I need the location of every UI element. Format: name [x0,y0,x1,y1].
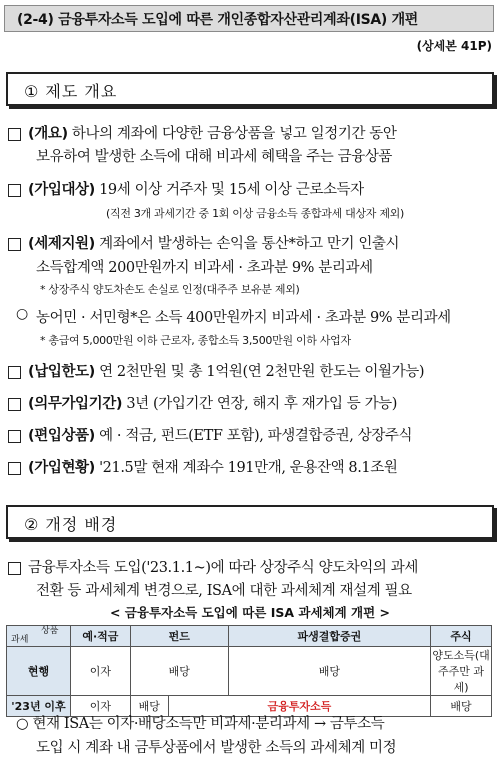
bullet-icon: ○ [16,306,29,322]
table-cell: 이자 [70,647,130,696]
item-mandatory-period: (의무가입기간) 3년 (가입기간 연장, 해지 후 재가입 등 가능) [28,396,398,412]
checkbox-icon [8,462,21,475]
section-2-title: ② 개정 배경 [24,515,118,534]
checkbox-icon [8,238,21,251]
item-overview: (개요) 하나의 계좌에 다양한 금융상품을 넣고 일정기간 동안 [28,126,397,142]
item-tax-support: (세제지원) 계좌에서 발생하는 손익을 통산*하고 만기 인출시 [28,236,400,252]
row-label-current: 현행 [7,647,71,696]
checkbox-icon [8,398,21,411]
tax-system-table [6,625,492,717]
item-background: 금융투자소득 도입('23.1.1~)에 따라 상장주식 양도차익의 과세 [28,560,418,576]
checkbox-icon [8,562,21,575]
item-products: (편입상품) 예 · 적금, 펀드(ETF 포함), 파생결합증권, 상장주식 [28,428,413,444]
bottom-note-line2: 도입 시 계좌 내 금투상품에서 발생한 소득의 과세체계 미정 [36,740,397,756]
header-derivatives: 파생결합증권 [228,626,431,647]
table-cell: 배당 [228,647,431,696]
title-bar [4,5,494,32]
item-eligibility: (가입대상) 19세 이상 거주자 및 15세 이상 근로소득자 [28,182,364,198]
table-cell: 이자 [70,696,130,717]
financial-investment-income-cell: 금융투자소득 [168,696,430,717]
item-status: (가입현황) '21.5말 현재 계좌수 191만개, 운용잔액 8.1조원 [28,460,398,476]
bottom-note-line1: ○ 현재 ISA는 이자·배당소득만 비과세·분리과세 → 금투소득 [16,716,385,732]
table-header-row [7,626,492,647]
item-overview-line2: 보유하여 발생한 소득에 대해 비과세 혜택을 주는 금융상품 [36,149,393,165]
table-caption: < 금융투자소득 도입에 따른 ISA 과세체계 개편 > [109,605,390,620]
reference-note: (상세본 41P) [416,39,492,53]
eligibility-note: (직전 3개 과세기간 중 1회 이상 금융소득 종합과세 대상자 제외) [106,207,404,220]
section-heading-1 [6,72,494,106]
item-background-line2: 전환 등 과세체계 변경으로, ISA에 대한 과세체계 재설계 필요 [36,583,412,599]
table-corner-cell: 상품 과세 [7,626,71,647]
row-label-2023: '23년 이후 [7,696,71,717]
header-stocks: 주식 [431,626,492,647]
checkbox-icon [8,366,21,379]
tax-support-line2: 소득합계액 200만원까지 비과세 · 초과분 9% 분리과세 [36,260,373,276]
checkbox-icon [8,430,21,443]
farmer-type-note: * 총급여 5,000만원 이하 근로자, 종합소득 3,500만원 이하 사업자 [40,334,351,347]
table-row [7,647,492,696]
section-1-title: ① 제도 개요 [24,82,118,101]
header-funds: 펀드 [130,626,228,647]
checkbox-icon [8,184,21,197]
tax-support-note: * 상장주식 양도차손도 손실로 인정(대주주 보유분 제외) [40,283,300,296]
section-heading-2 [6,505,494,539]
item-farmer-type: 농어민 · 서민형*은 소득 400만원까지 비과세 · 초과분 9% 분리과세 [36,310,451,326]
page-title: (2-4) 금융투자소득 도입에 따른 개인종합자산관리계좌(ISA) 개편 [17,12,419,28]
table-cell: 배당 [431,696,492,717]
table-cell: 배당 [130,696,168,717]
item-payment-limit: (납입한도) 연 2천만원 및 총 1억원(연 2천만원 한도는 이월가능) [28,364,425,380]
checkbox-icon [8,128,21,141]
table-cell: 배당 [130,647,228,696]
header-deposits: 예·적금 [70,626,130,647]
table-cell: 양도소득(대주주만 과세) [431,647,492,696]
